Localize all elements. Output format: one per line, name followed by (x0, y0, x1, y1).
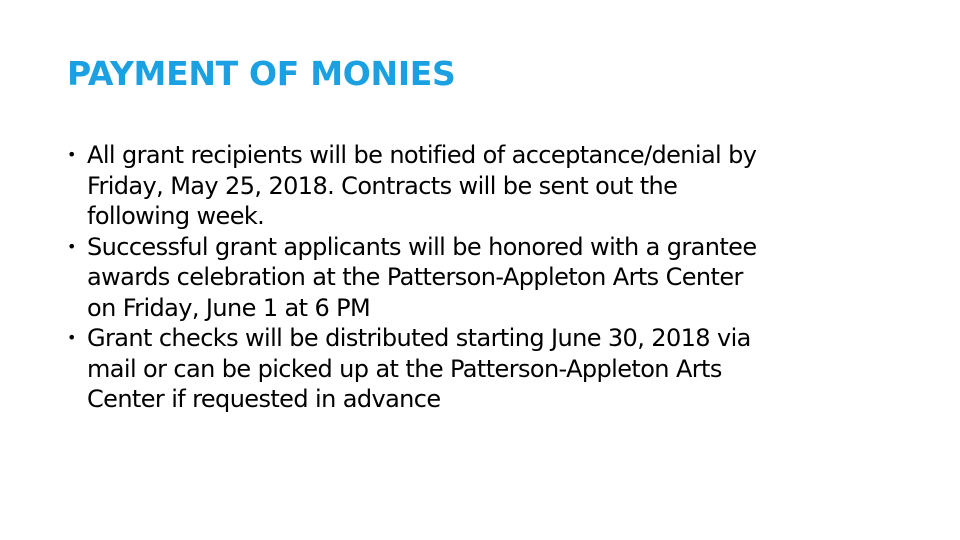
bullet-icon: • (67, 328, 76, 347)
bullet-line: Friday, May 25, 2018. Contracts will be sent out the (87, 171, 678, 200)
bullet-line: awards celebration at the Patterson-Appleton Arts Center (87, 263, 743, 291)
bullet-line: Successful grant applicants will be honored with a grantee (87, 232, 757, 261)
bullet-text (87, 323, 936, 415)
bullet-line: Center if requested in advance (87, 385, 441, 413)
bullet-item-celebration (66, 232, 936, 324)
bullet-list (66, 140, 936, 415)
bullet-icon: • (67, 236, 76, 256)
bullet-line: All grant recipients will be notified of acceptance/denial by (87, 141, 757, 169)
slide-title: PAYMENT OF MONIES (67, 54, 456, 93)
bullet-text (87, 140, 936, 232)
bullet-item-checks (66, 323, 936, 415)
bullet-text (87, 232, 936, 324)
bullet-line: on Friday, June 1 at 6 PM (87, 293, 371, 322)
bullet-line: following week. (87, 202, 265, 230)
bullet-line: Grant checks will be distributed starting June 30, 2018 via (87, 324, 751, 352)
bullet-item-notification (66, 140, 936, 232)
bullet-line: mail or can be picked up at the Patterson-Appleton Arts (87, 354, 722, 383)
bullet-icon: • (67, 145, 76, 164)
